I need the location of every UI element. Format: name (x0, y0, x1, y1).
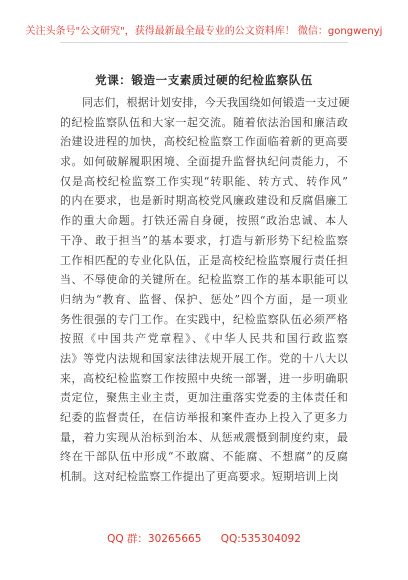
body-line: 治建设进程的加快，高校纪检监察工作面临着新的更高要 (60, 135, 348, 149)
body-line: 务性很强的专门工作。在实践中，纪检监察队伍必须严格 (60, 312, 348, 326)
document-body (60, 93, 348, 487)
body-line: 同志们，根据计划安排，今天我国绕如何锻造一支过硬 (82, 96, 350, 109)
body-line: 来，高校纪检监察工作按照中央统一部署，进一步明确职 (60, 371, 348, 385)
body-line: 的纪检监察队伍和大家一起交流。随着依法治国和廉洁政 (60, 115, 348, 129)
body-line: 干净、敢于担当”的基本要求，打造与新形势下纪检监察 (60, 233, 348, 247)
body-line: 纪委的监督责任，在信访举报和案件查办上投入了更多力 (60, 411, 348, 424)
body-line: 法》等党内法规和国家法律法规开展工作。党的十八大以 (60, 351, 348, 365)
body-line: 工作相匹配的专业化队伍，正是高校纪检监察履行责任担 (60, 253, 348, 267)
body-line: 按照《中国共产党章程》、《中华人民共和国行政监察 (60, 332, 348, 346)
qq-number: QQ:535304092 (220, 533, 301, 545)
body-line: 当、不辱使命的关键所在。纪检监察工作的基本职能可以 (60, 273, 348, 287)
body-line: 仅是高校纪检监察工作实现“转职能、转方式、转作风” (60, 174, 348, 188)
header-divider (60, 42, 348, 43)
body-line: 的内在要求，也是新时期高校党风廉政建设和反腐倡廉工 (60, 194, 348, 208)
promo-header: 关注头条号"公文研究"，获得最新最全最专业的公文资料库！ 微信：gongwenyj (25, 26, 383, 37)
body-line: 机制。这对纪检监察工作提出了更高要求。短期培训上岗 (60, 470, 339, 484)
body-line: 终在干部队伍中形成“不敢腐、不能腐、不想腐”的反腐 (60, 450, 348, 464)
body-line: 归纳为“教育、监督、保护、惩处”四个方面，是一项业 (60, 292, 348, 306)
body-line: 求。如何破解履职困境、全面提升监督执纪问责能力，不 (60, 155, 348, 169)
body-line: 责定位，聚焦主业主责，更加注重落实党委的主体责任和 (60, 391, 348, 405)
body-line: 量，着力实现从治标到治本、从惩戒震慑到制度约束，最 (60, 430, 348, 444)
body-line: 作的重大命题。打铁还需自身硬，按照“政治忠诚、本人 (60, 214, 348, 228)
document-title: 党课：锻造一支素质过硬的纪检监察队伍 (95, 73, 313, 87)
contact-footer (0, 531, 408, 546)
qq-group-number: QQ 群：30265665 (107, 533, 202, 545)
